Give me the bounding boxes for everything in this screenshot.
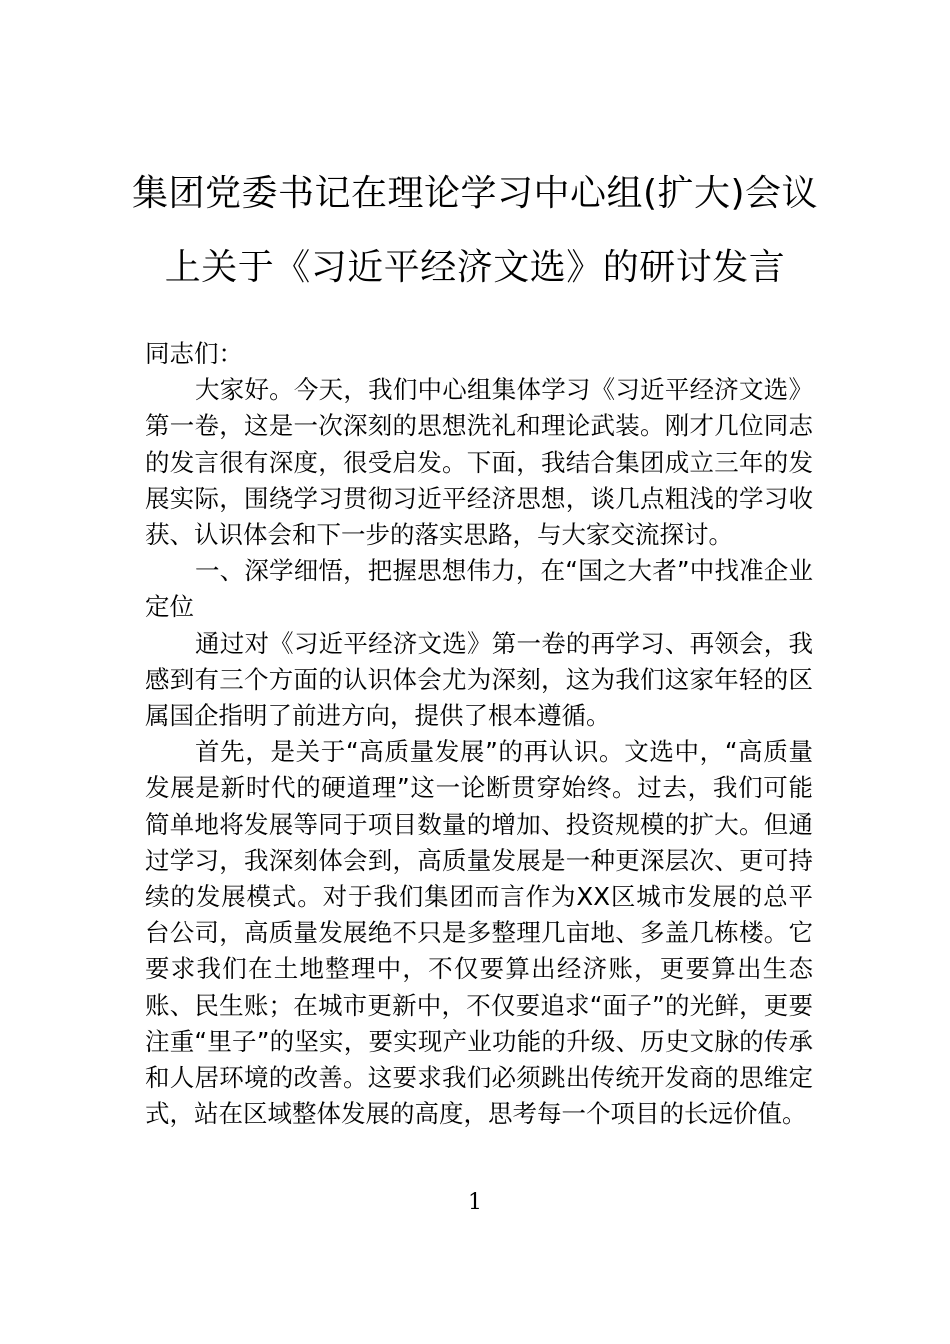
section-heading-1: 一、深学细悟，把握思想伟力，在“国之大者”中找准企业定位	[145, 556, 813, 622]
document-title-line-2: 上关于《习近平经济文选》的研讨发言	[164, 247, 786, 288]
page-number: 1	[468, 1190, 482, 1215]
salutation: 同志们：	[145, 339, 243, 368]
document-body	[145, 336, 813, 1132]
document-title-line-1: 集团党委书记在理论学习中心组(扩大)会议	[131, 173, 819, 214]
paragraph-opening: 大家好。今天，我们中心组集体学习《习近平经济文选》第一卷，这是一次深刻的思想洗礼和理论武装。刚才几位同志的发言很有深度，很受启发。下面，我结合集团成立三年的发展实际，围绕学习贯彻习近平经济思想，谈几点粗浅的学习收获、认识体会和下一步的落实思路，与大家交流探讨。	[145, 375, 813, 550]
paragraph-high-quality-development: 首先，是关于“高质量发展”的再认识。文选中，“高质量发展是新时代的硬道理”这一论断贯穿始终。过去，我们可能简单地将发展等同于项目数量的增加、投资规模的扩大。但通过学习，我深刻体会到，高质量发展是一种更深层次、更可持续的发展模式。对于我们集团而言作为XX区城市发展的总平台公司，高质量发展绝不只是多整理几亩地、多盖几栋楼。它要求我们在土地整理中，不仅要算出经济账，更要算出生态账、民生账；在城市更新中，不仅要追求“面子”的光鲜，更要注重“里子”的坚实，要实现产业功能的升级、历史文脉的传承和人居环境的改善。这要求我们必须跳出传统开发商的思维定式，站在区域整体发展的高度，思考每一个项目的长远价值。	[145, 737, 813, 1129]
paragraph-section-intro: 通过对《习近平经济文选》第一卷的再学习、再领会，我感到有三个方面的认识体会尤为深刻，这为我们这家年轻的区属国企指明了前进方向，提供了根本遵循。	[145, 628, 813, 731]
